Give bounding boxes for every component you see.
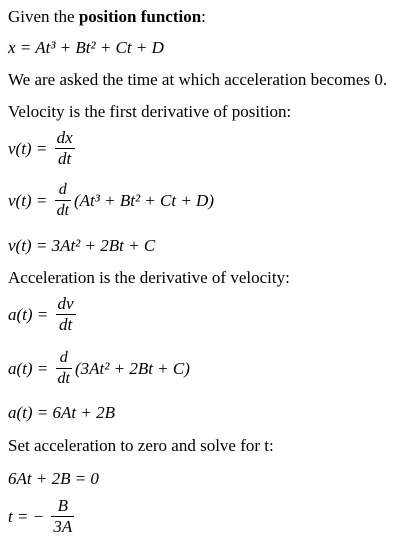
intro-bold-term: position function [78, 7, 202, 26]
fraction-numerator: d [59, 349, 68, 366]
velocity-lhs: v(t) = [8, 190, 48, 210]
intro-colon: : [201, 7, 206, 26]
acceleration-lhs: a(t) = [8, 358, 49, 378]
d-dt-operator [56, 348, 72, 389]
position-expression: (At³ + Bt² + Ct + D) [74, 190, 214, 210]
fraction-numerator: B [57, 496, 69, 515]
acceleration-intro-line: Acceleration is the derivative of velocity: [8, 268, 290, 287]
velocity-derivative-equation [8, 180, 214, 221]
acceleration-result-equation: a(t) = 6At + 2B [8, 403, 115, 422]
time-lhs: t = − [8, 506, 45, 526]
fraction-denominator: dt [57, 370, 70, 387]
acceleration-derivative-equation [8, 348, 190, 389]
zero-acceleration-equation: 6At + 2B = 0 [8, 469, 99, 488]
intro-text: Given the [8, 7, 79, 26]
fraction-numerator: dx [56, 128, 73, 147]
intro-line [8, 7, 206, 27]
fraction-denominator: dt [56, 202, 70, 219]
velocity-expression: (3At² + 2Bt + C) [74, 358, 190, 378]
fraction-numerator: dv [57, 294, 74, 313]
position-equation: x = At³ + Bt² + Ct + D [8, 38, 164, 57]
fraction-numerator: d [58, 181, 67, 198]
dv-dt-fraction [56, 294, 76, 335]
d-dt-operator [55, 180, 71, 221]
velocity-intro-line: Velocity is the first derivative of position: [8, 102, 292, 121]
velocity-result-equation: v(t) = 3At² + 2Bt + C [8, 236, 156, 255]
fraction-denominator: 3A [53, 517, 73, 536]
time-solution-equation [8, 496, 77, 537]
velocity-definition-equation [8, 128, 78, 169]
question-line: We are asked the time at which acceleration becomes 0. [8, 70, 388, 89]
velocity-lhs: v(t) = [8, 138, 48, 158]
acceleration-lhs: a(t) = [8, 304, 49, 324]
solve-intro-line: Set acceleration to zero and solve for t: [8, 436, 274, 455]
acceleration-definition-equation [8, 294, 79, 335]
b-over-3a-fraction [51, 496, 74, 537]
fraction-denominator: dt [57, 149, 72, 168]
fraction-denominator: dt [58, 315, 73, 334]
dx-dt-fraction [55, 128, 75, 169]
